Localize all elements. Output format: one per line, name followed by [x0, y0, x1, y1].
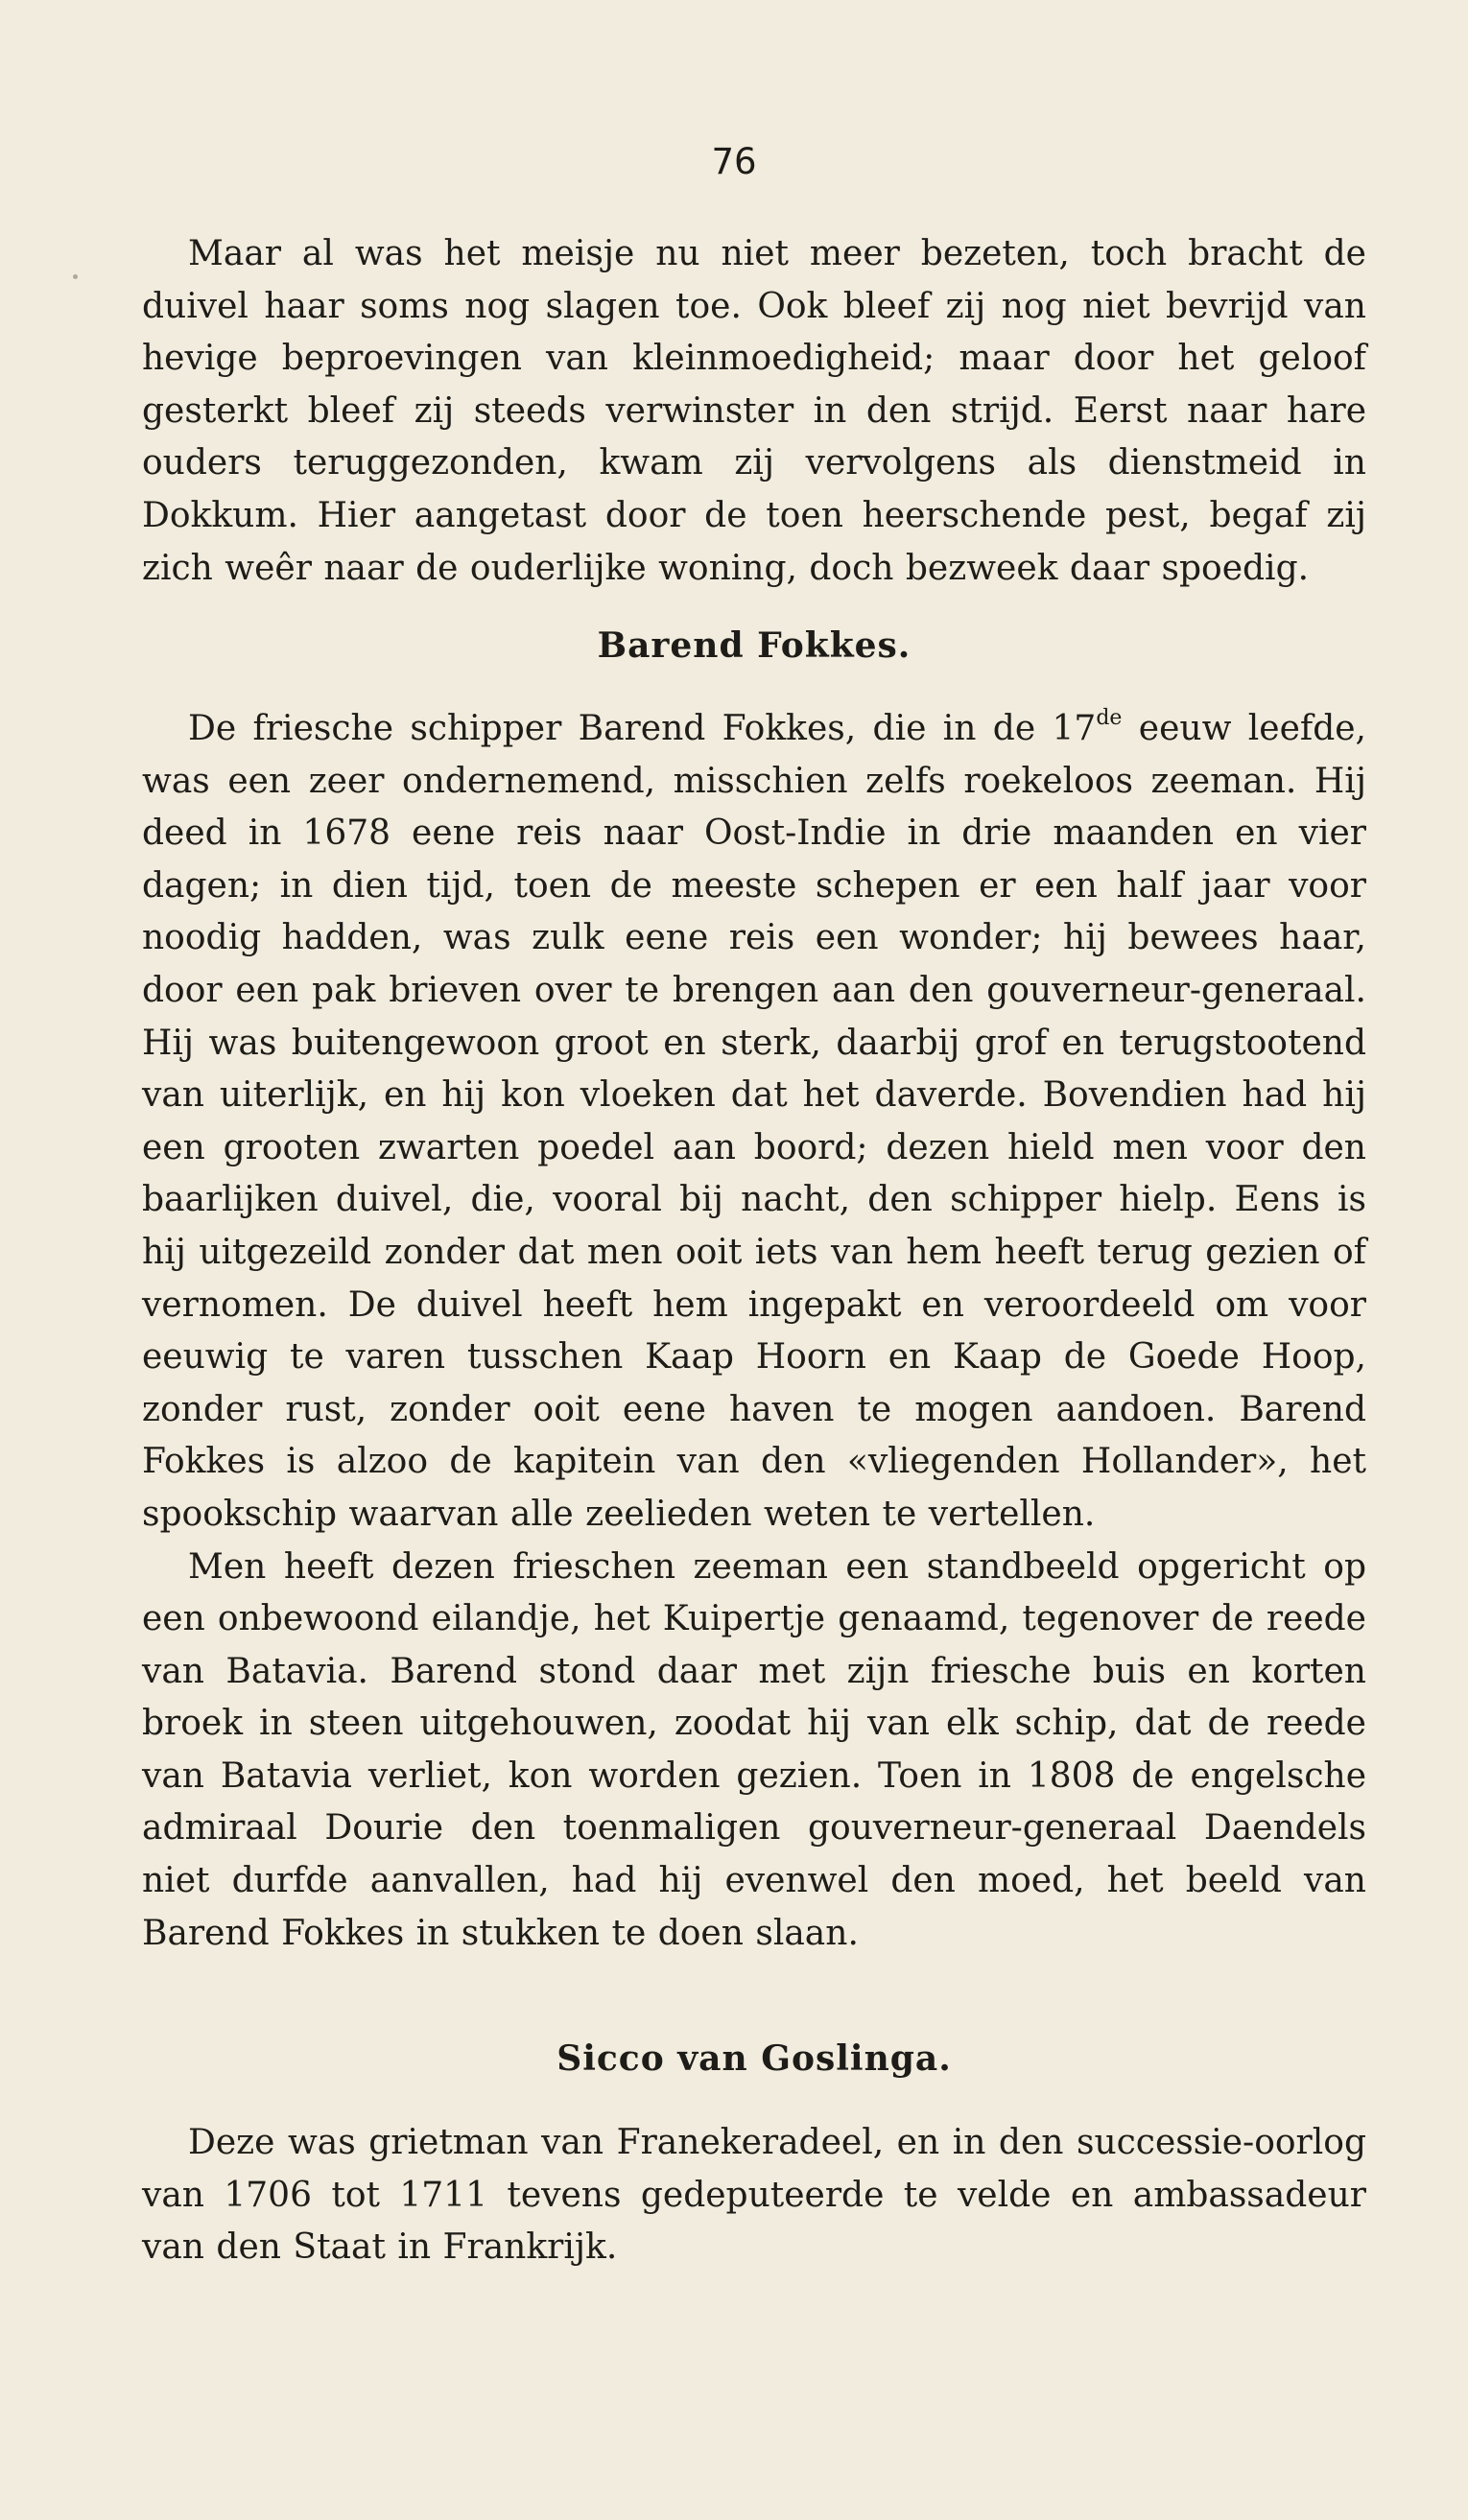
section-sicco-van-goslinga: [142, 2038, 1366, 2079]
ordinal-suffix: de: [1096, 706, 1123, 730]
paragraph-barend-fokkes-2: Men heeft dezen frieschen zeeman een standbeeld opgericht op een onbewoond eilandje, het Kuipertje genaamd, tegenover de reede van Batavia. Barend stond daar met zijn friesche buis en korten broek in steen uitgehouwen, zoodat hij van elk schip, dat de reede van Batavia verliet, kon worden gezien. Toen in 1808 de engelsche admiraal Dourie den toenmaligen gouverneur-generaal Daendels niet durfde aanvallen, had hij evenwel den moed, het beeld van Barend Fokkes in stukken te doen slaan.: [142, 1546, 1366, 1953]
page-number: 76: [711, 141, 757, 182]
sicco-van-goslinga-body: [142, 2117, 1366, 2274]
section-continuation: [142, 228, 1366, 595]
section-heading-barend-fokkes: Barend Fokkes.: [597, 625, 912, 666]
paragraph-text: De friesche schipper Barend Fokkes, die in de 17: [188, 709, 1097, 748]
section-barend-fokkes: [142, 625, 1366, 666]
barend-fokkes-body: [142, 703, 1366, 1960]
section-heading-sicco-van-goslinga: Sicco van Goslinga.: [556, 2038, 952, 2079]
paragraph-barend-fokkes-1: [142, 703, 1366, 1542]
margin-speck: [73, 274, 78, 279]
paragraph-text: eeuw leefde, was een zeer ondernemend, misschien zelfs roekeloos zeeman. Hij deed in 1678 eene reis naar Oost-Indie in drie maanden en vier dagen; in dien tijd, toen de meeste schepen er een half jaar voor noodig hadden, was zulk eene reis een wonder; hij bewees haar, door een pak brieven over te brengen aan den gouverneur-generaal. Hij was buitengewoon groot en sterk, daarbij grof en terugstootend van uiterlijk, en hij kon vloeken dat het daverde. Bovendien had hij een grooten zwarten poedel aan boord; dezen hield men voor den baarlijken duivel, die, vooral bij nacht, den schipper hielp. Eens is hij uitgezeild zonder dat men ooit iets van hem heeft terug gezien of vernomen. De duivel heeft hem ingepakt en veroordeeld om voor eeuwig te varen tusschen Kaap Hoorn en Kaap de Goede Hoop, zonder rust, zonder ooit eene haven te mogen aandoen. Barend Fokkes is alzoo de kapitein van den «vliegenden Hollander», het spookschip waarvan alle zeelieden weten te vertellen.: [142, 709, 1366, 1534]
paragraph-sicco-van-goslinga: Deze was grietman van Franekeradeel, en in den successie-oorlog van 1706 tot 1711 tevens gedeputeerde te velde en ambassadeur van den Staat in Frankrijk.: [142, 2123, 1366, 2268]
paragraph-continuation: Maar al was het meisje nu niet meer bezeten, toch bracht de duivel haar soms nog slagen toe. Ook bleef zij nog niet bevrijd van hevige beproevingen van kleinmoedigheid; maar door het geloof gesterkt bleef zij steeds verwinster in den strijd. Eerst naar hare ouders teruggezonden, kwam zij vervolgens als dienstmeid in Dokkum. Hier aangetast door de toen heerschende pest, begaf zij zich weêr naar de ouderlijke woning, doch bezweek daar spoedig.: [142, 234, 1366, 588]
